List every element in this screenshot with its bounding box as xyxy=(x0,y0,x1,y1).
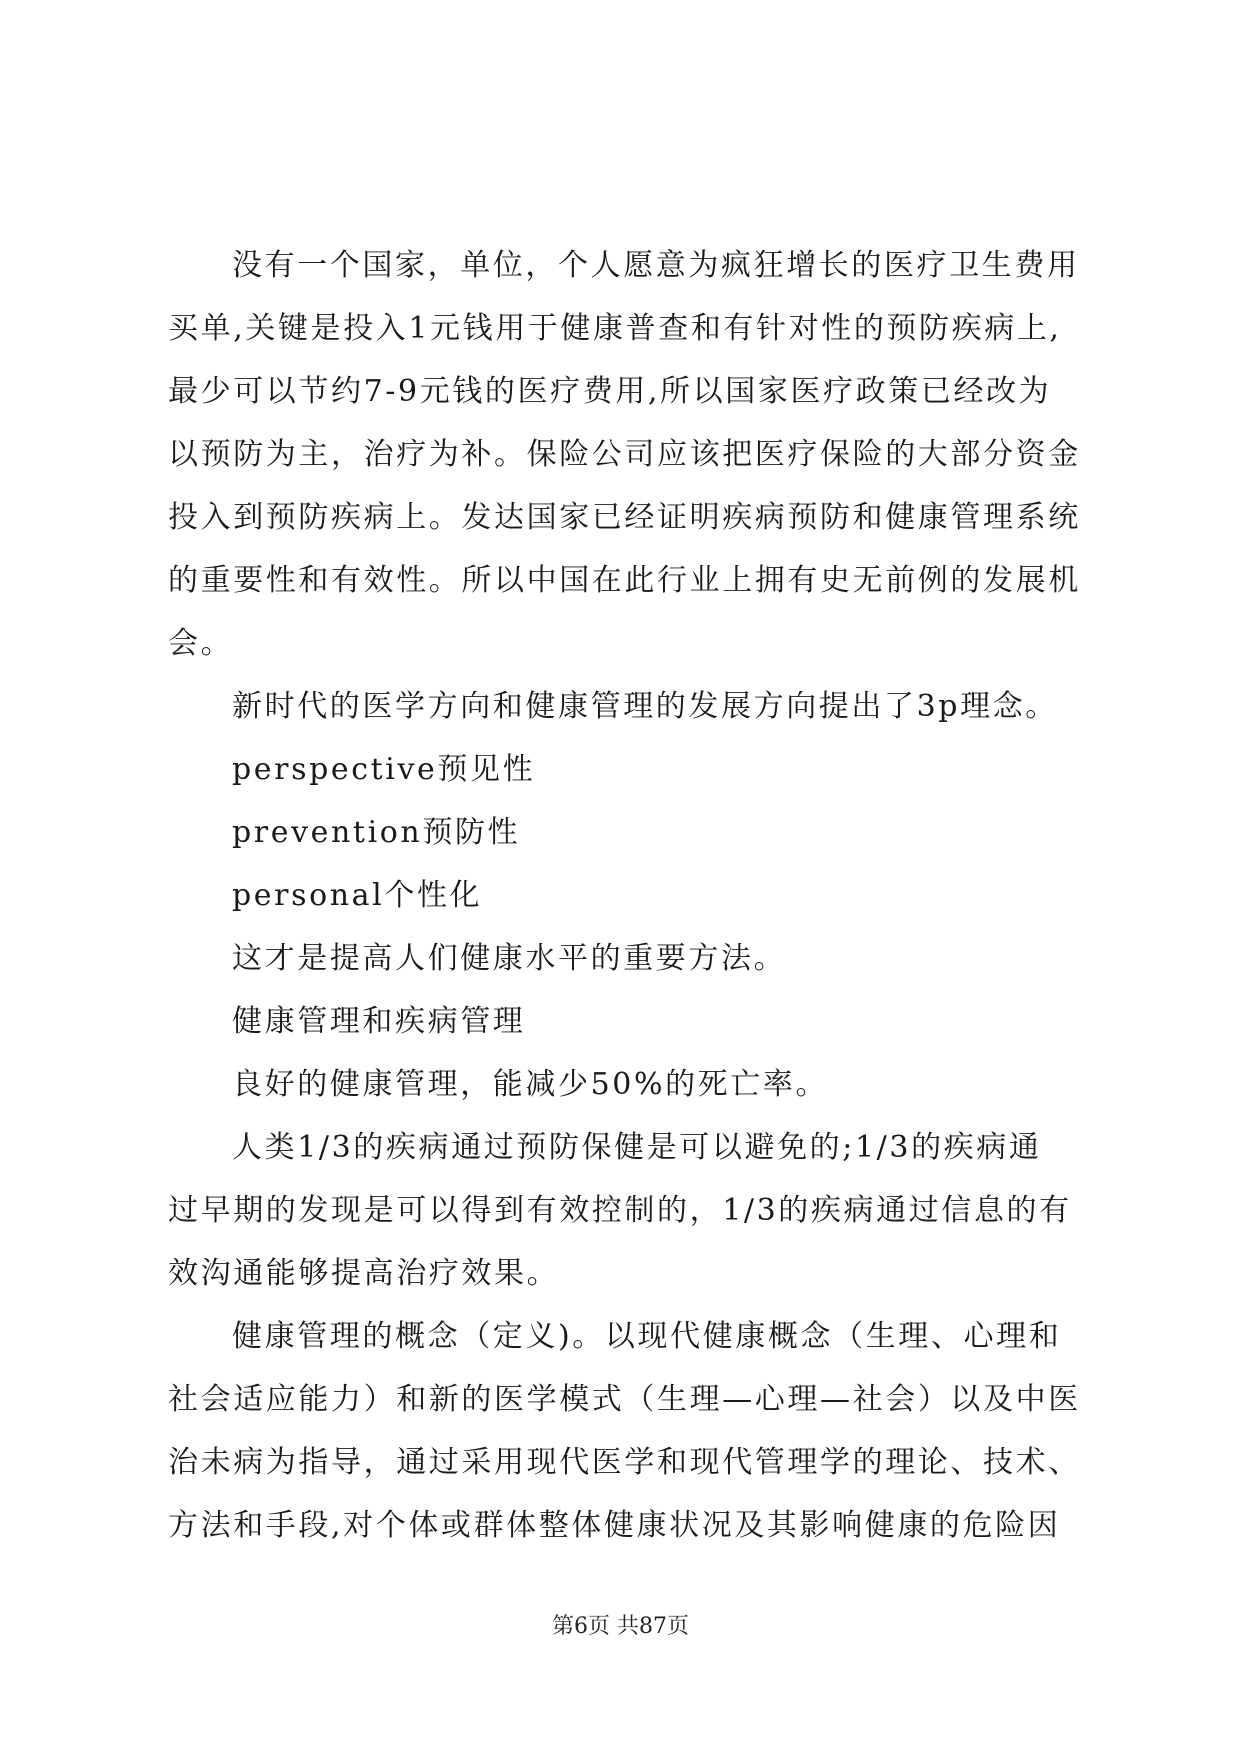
text-line: 投入到预防疾病上。发达国家已经证明疾病预防和健康管理系统 xyxy=(168,500,1081,535)
text-line: personal个性化 xyxy=(232,878,483,913)
text-line: 良好的健康管理，能减少50%的死亡率。 xyxy=(232,1067,829,1102)
text-line: 新时代的医学方向和健康管理的发展方向提出了3p理念。 xyxy=(232,689,1058,724)
text-line: 健康管理的概念（定义)。以现代健康概念（生理、心理和 xyxy=(232,1319,1062,1354)
text-line: perspective预见性 xyxy=(232,752,536,787)
page-number-footer: 第6页 共87页 xyxy=(552,1614,689,1639)
text-line: 没有一个国家，单位，个人愿意为疯狂增长的医疗卫生费用 xyxy=(232,248,1080,283)
text-line: prevention预防性 xyxy=(232,815,521,850)
text-line: 买单,关键是投入1元钱用于健康普查和有针对性的预防疾病上, xyxy=(168,311,1062,346)
text-line: 的重要性和有效性。所以中国在此行业上拥有史无前例的发展机 xyxy=(168,563,1081,598)
document-body xyxy=(168,234,1128,1557)
text-line: 方法和手段,对个体或群体整体健康状况及其影响健康的危险因 xyxy=(168,1508,1061,1543)
text-line: 人类1/3的疾病通过预防保健是可以避免的;1/3的疾病通 xyxy=(232,1130,1042,1165)
text-line: 最少可以节约7-9元钱的医疗费用,所以国家医疗政策已经改为 xyxy=(168,374,1052,409)
text-line: 过早期的发现是可以得到有效控制的，1/3的疾病通过信息的有 xyxy=(168,1193,1072,1228)
text-line: 以预防为主，治疗为补。保险公司应该把医疗保险的大部分资金 xyxy=(168,437,1081,472)
text-line: 社会适应能力）和新的医学模式（生理—心理—社会）以及中医 xyxy=(168,1382,1081,1417)
section-heading: 健康管理和疾病管理 xyxy=(232,1004,526,1039)
text-line: 会。 xyxy=(168,626,234,661)
text-line: 这才是提高人们健康水平的重要方法。 xyxy=(232,941,787,976)
text-line: 治未病为指导，通过采用现代医学和现代管理学的理论、技术、 xyxy=(168,1445,1081,1480)
text-line: 效沟通能够提高治疗效果。 xyxy=(168,1256,560,1291)
